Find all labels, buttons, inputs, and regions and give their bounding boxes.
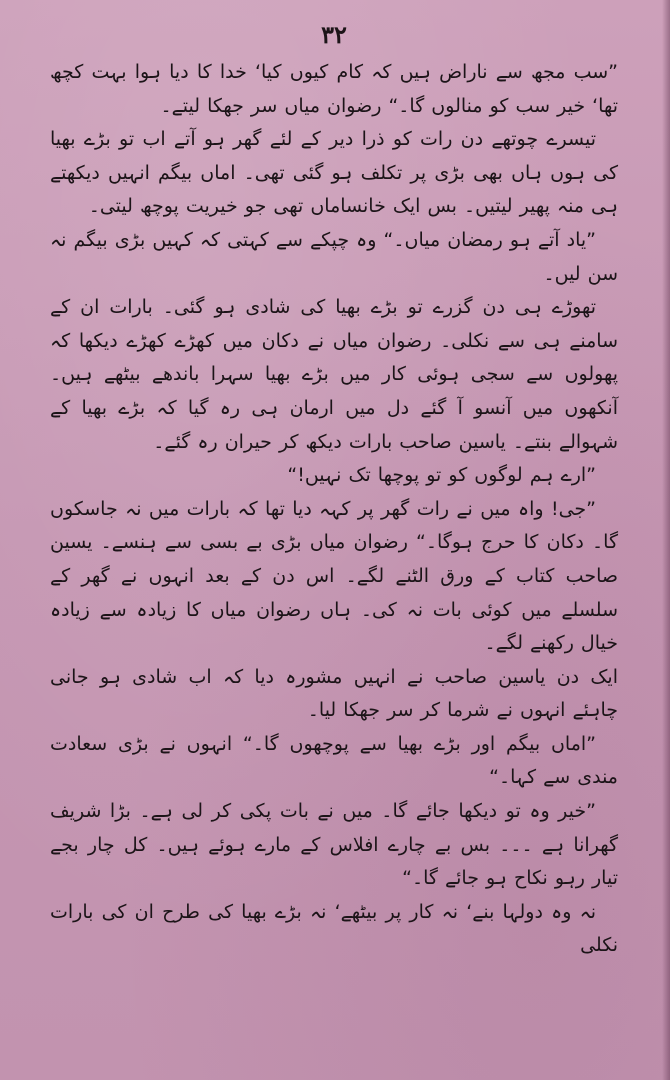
paragraph-10: نہ وہ دولہا بنے‘ نہ کار پر بیٹھے‘ نہ بڑے بھیا کی طرح ان کی بارات نکلی bbox=[50, 900, 618, 957]
paragraph-6: ”جی! واہ میں نے رات گھر پر کہہ دیا تھا کہ بارات میں نہ جاسکوں گا۔ دکان کا حرج ہوگا۔“ رضوان میاں بڑی بے بسی سے ہنسے۔ یسین صاحب کتاب کے ورق الٹنے لگے۔ اس دن کے بعد انہوں نے گھر کے سلسلے میں کوئی بات نہ کی۔ ہاں رضوان میاں کا زیادہ سے زیادہ خیال رکھنے لگے۔ bbox=[50, 497, 618, 655]
page-number: ۳۲ bbox=[321, 20, 347, 49]
paragraph-2: تیسرے چوتھے دن رات کو ذرا دیر کے لئے گھر ہو آتے اب تو بڑے بھیا کی ہوں ہاں بھی بڑی پر تکلف ہو گئی تھی۔ اماں بیگم انہیں دیکھتے ہی منہ پھیر لیتیں۔ بس ایک خانساماں تھی جو خیریت پوچھ لیتی۔ bbox=[50, 128, 618, 218]
page-body bbox=[50, 56, 618, 963]
paragraph-3: ”یاد آتے ہو رمضان میاں۔“ وہ چپکے سے کہتی کہ کہیں بڑی بیگم نہ سن لیں۔ bbox=[50, 228, 618, 285]
page-edge-shadow bbox=[662, 0, 670, 1080]
paragraph-4: تھوڑے ہی دن گزرے تو بڑے بھیا کی شادی ہو گئی۔ بارات ان کے سامنے ہی سے نکلی۔ رضوان میاں نے دکان میں کھڑے کھڑے دیکھا کہ پھولوں سے سجی ہوئی کار میں بڑے بھیا سہرا باندھے بیٹھے ہیں۔ آنکھوں میں آنسو آ گئے دل میں ارمان ہی رہ گیا کہ بڑے بھیا کے شہوالے بنتے۔ یاسین صاحب بارات دیکھ کر حیران رہ گئے۔ bbox=[50, 296, 618, 453]
paragraph-5: ”ارے ہم لوگوں کو تو پوچھا تک نہیں!“ bbox=[287, 464, 596, 487]
paragraph-9: ”خیر وہ تو دیکھا جائے گا۔ میں نے بات پکی کر لی ہے۔ بڑا شریف گھرانا ہے ۔۔۔ بس بے چارے افلاس کے مارے ہوئے ہیں۔ کل چار بجے تیار رہو نکاح ہو جائے گا۔“ bbox=[50, 800, 618, 890]
paragraph-8: ”اماں بیگم اور بڑے بھیا سے پوچھوں گا۔“ انہوں نے بڑی سعادت مندی سے کہا۔“ bbox=[50, 732, 618, 789]
paragraph-7: ایک دن یاسین صاحب نے انہیں مشورہ دیا کہ اب شادی ہو جانی چاہئے انہوں نے شرما کر سر جھکا لیا۔ bbox=[50, 665, 618, 722]
paragraph-1: ”سب مجھ سے ناراض ہیں کہ کام کیوں کیا‘ خدا کا دیا ہوا بہت کچھ تھا‘ خیر سب کو منالوں گا۔“ رضوان میاں سر جھکا لیتے۔ bbox=[50, 61, 618, 117]
